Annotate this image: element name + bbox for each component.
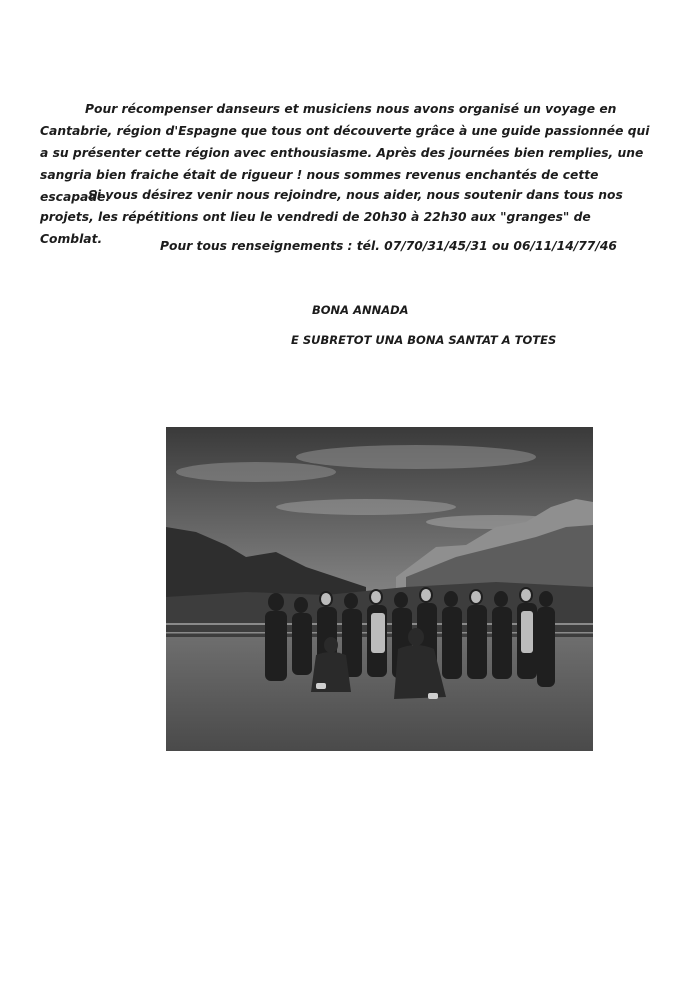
paragraph-repetitions: Si vous désirez venir nous rejoindre, nous aider, nous soutenir dans tous nos projets, les répétitions ont lieu le vendredi de 20h30 à 22h30 aux "granges" de Comblat.	[40, 188, 623, 246]
paragraph-voyage: Pour récompenser danseurs et musiciens nous avons organisé un voyage en Cantabrie, région d'Espagne que tous ont découverte grâce à une guide passionnée qui a su présenter cette région avec enthousiasme. Après des journées bien remplies, une sangria bien fraiche était de rigueur ! nous sommes revenus enchantés de cette escapade.	[40, 102, 650, 204]
group-photo	[166, 427, 593, 751]
greeting-line-1: BONA ANNADA	[312, 303, 409, 317]
group-photo-image	[166, 427, 593, 751]
greeting-line-2: E SUBRETOT UNA BONA SANTAT A TOTES	[291, 333, 557, 347]
contact-line: Pour tous renseignements : tél. 07/70/31/45/31 ou 06/11/14/77/46	[160, 239, 617, 253]
